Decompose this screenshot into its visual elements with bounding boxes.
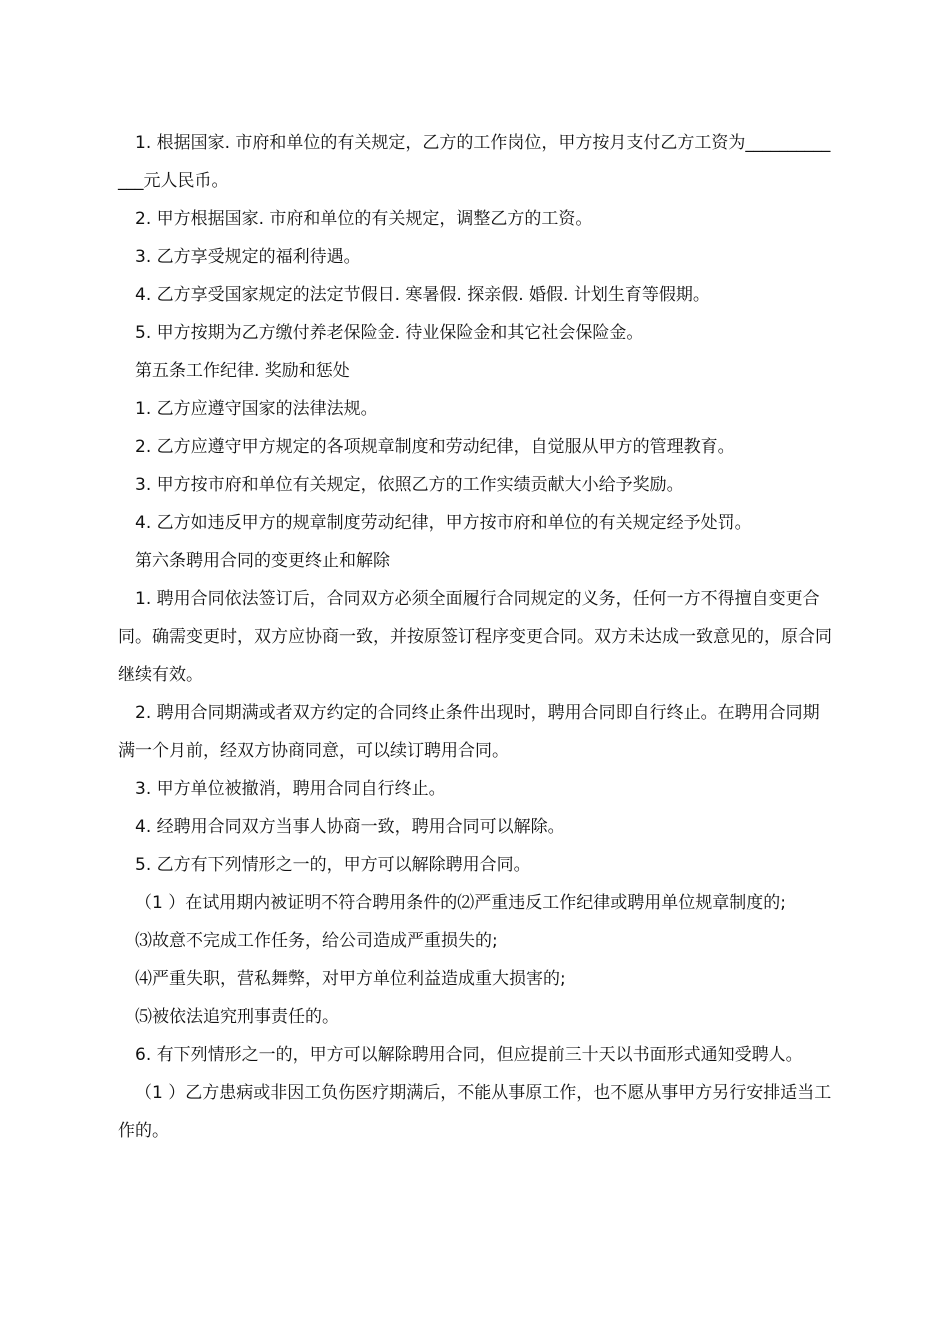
section-heading-article-6: 第六条聘用合同的变更终止和解除	[135, 551, 390, 571]
paragraph-salary-adjust: 2. 甲方根据国家. 市府和单位的有关规定，调整乙方的工资。	[135, 209, 593, 229]
paragraph-obey-law: 1. 乙方应遵守国家的法律法规。	[135, 399, 378, 419]
paragraph-unit-dissolved: 3. 甲方单位被撤消，聘用合同自行终止。	[135, 779, 446, 799]
paragraph-penalties: 4. 乙方如违反甲方的规章制度劳动纪律，甲方按市府和单位的有关规定经予处罚。	[135, 513, 752, 533]
list-item-criminal: ⑸被依法追究刑事责任的。	[135, 1007, 339, 1027]
list-item-illness: （1 ）乙方患病或非因工负伤医疗期满后，不能从事原工作，也不愿从事甲方另行安排适当工作的。	[118, 1083, 832, 1141]
paragraph-salary: 1. 根据国家. 市府和单位的有关规定，乙方的工作岗位，甲方按月支付乙方工资为_____________元人民币。	[118, 133, 831, 191]
section-heading-article-5: 第五条工作纪律. 奖励和惩处	[135, 361, 350, 381]
paragraph-mutual-termination: 4. 经聘用合同双方当事人协商一致，聘用合同可以解除。	[135, 817, 565, 837]
paragraph-obey-rules: 2. 乙方应遵守甲方规定的各项规章制度和劳动纪律，自觉服从甲方的管理教育。	[135, 437, 735, 457]
paragraph-welfare: 3. 乙方享受规定的福利待遇。	[135, 247, 361, 267]
paragraph-contract-change: 1. 聘用合同依法签订后，合同双方必须全面履行合同规定的义务，任何一方不得擅自变更合同。确需变更时，双方应协商一致，并按原签订程序变更合同。双方未达成一致意见的，原合同继续有效。	[118, 589, 832, 685]
paragraph-notice-termination: 6. 有下列情形之一的，甲方可以解除聘用合同，但应提前三十天以书面形式通知受聘人。	[135, 1045, 803, 1065]
list-item-intentional-failure: ⑶故意不完成工作任务，给公司造成严重损失的;	[135, 931, 498, 951]
paragraph-holidays: 4. 乙方享受国家规定的法定节假日. 寒暑假. 探亲假. 婚假. 计划生育等假期。	[135, 285, 710, 305]
list-item-misconduct: ⑷严重失职，营私舞弊，对甲方单位利益造成重大损害的;	[135, 969, 566, 989]
list-item-probation: （1 ）在试用期内被证明不符合聘用条件的⑵严重违反工作纪律或聘用单位规章制度的;	[135, 893, 786, 913]
paragraph-termination-conditions: 5. 乙方有下列情形之一的，甲方可以解除聘用合同。	[135, 855, 531, 875]
paragraph-insurance: 5. 甲方按期为乙方缴付养老保险金. 待业保险金和其它社会保险金。	[135, 323, 644, 343]
paragraph-contract-expiry: 2. 聘用合同期满或者双方约定的合同终止条件出现时，聘用合同即自行终止。在聘用合同期满一个月前，经双方协商同意，可以续订聘用合同。	[118, 703, 820, 761]
document-body	[118, 124, 834, 1150]
paragraph-rewards: 3. 甲方按市府和单位有关规定，依照乙方的工作实绩贡献大小给予奖励。	[135, 475, 684, 495]
